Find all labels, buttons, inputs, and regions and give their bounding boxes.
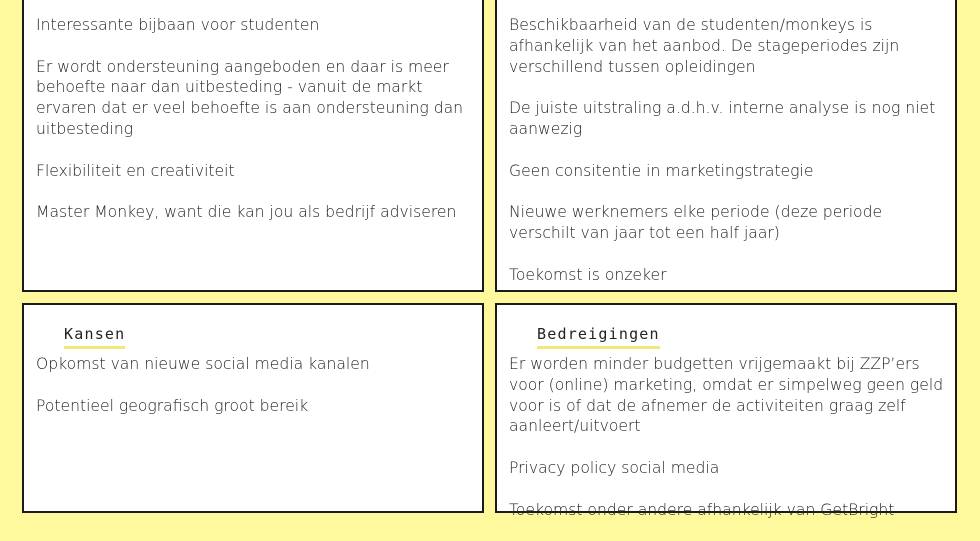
strengths-item: Interessante bijbaan voor studenten	[36, 16, 320, 34]
strengths-list	[36, 15, 472, 244]
threats-card	[495, 303, 957, 519]
opportunities-heading: Kansen	[64, 324, 125, 349]
threats-list	[509, 354, 945, 541]
weaknesses-item: Geen consitentie in marketingstrategie	[509, 161, 814, 180]
weaknesses-item: Toekomst is onzeker	[509, 265, 667, 284]
opportunities-item: Opkomst van nieuwe social media kanalen	[36, 355, 370, 373]
weaknesses-item: Nieuwe werknemers elke periode (deze periode verschilt van jaar tot een half jaar)	[509, 203, 883, 242]
opportunities-list	[36, 354, 472, 437]
threats-item: Privacy policy social media	[509, 458, 720, 477]
weaknesses-item: De juiste uitstraling a.d.h.v. interne analyse is nog niet aanwezig	[509, 99, 936, 138]
weaknesses-item: Beschikbaarheid van de studenten/monkeys is afhankelijk van het aanbod. De stageperiodes zijn verschillend tussen opleidingen	[509, 16, 900, 76]
strengths-item: Master Monkey, want die kan jou als bedrijf adviseren	[36, 203, 457, 222]
threats-item: Er worden minder budgetten vrijgemaakt bij ZZP’ers voor (online) marketing, omdat er simpelweg geen geld voor is of dat de afnemer de activiteiten graag zelf aanleert/uitvoert	[509, 355, 944, 436]
strengths-card	[22, 0, 484, 292]
opportunities-card	[22, 303, 484, 513]
threats-heading: Bedreigingen	[537, 324, 660, 349]
threats-item: Toekomst onder andere afhankelijk van GetBright	[509, 500, 895, 519]
strengths-item: Flexibiliteit en creativiteit	[36, 161, 235, 180]
weaknesses-list	[509, 15, 945, 306]
opportunities-item: Potentieel geografisch groot bereik	[36, 396, 309, 415]
weaknesses-card	[495, 0, 957, 292]
strengths-item: Er wordt ondersteuning aangeboden en daar is meer behoefte naar dan uitbesteding - vanuit de markt ervaren dat er veel behoefte is aan ondersteuning dan uitbesteding	[36, 57, 464, 138]
